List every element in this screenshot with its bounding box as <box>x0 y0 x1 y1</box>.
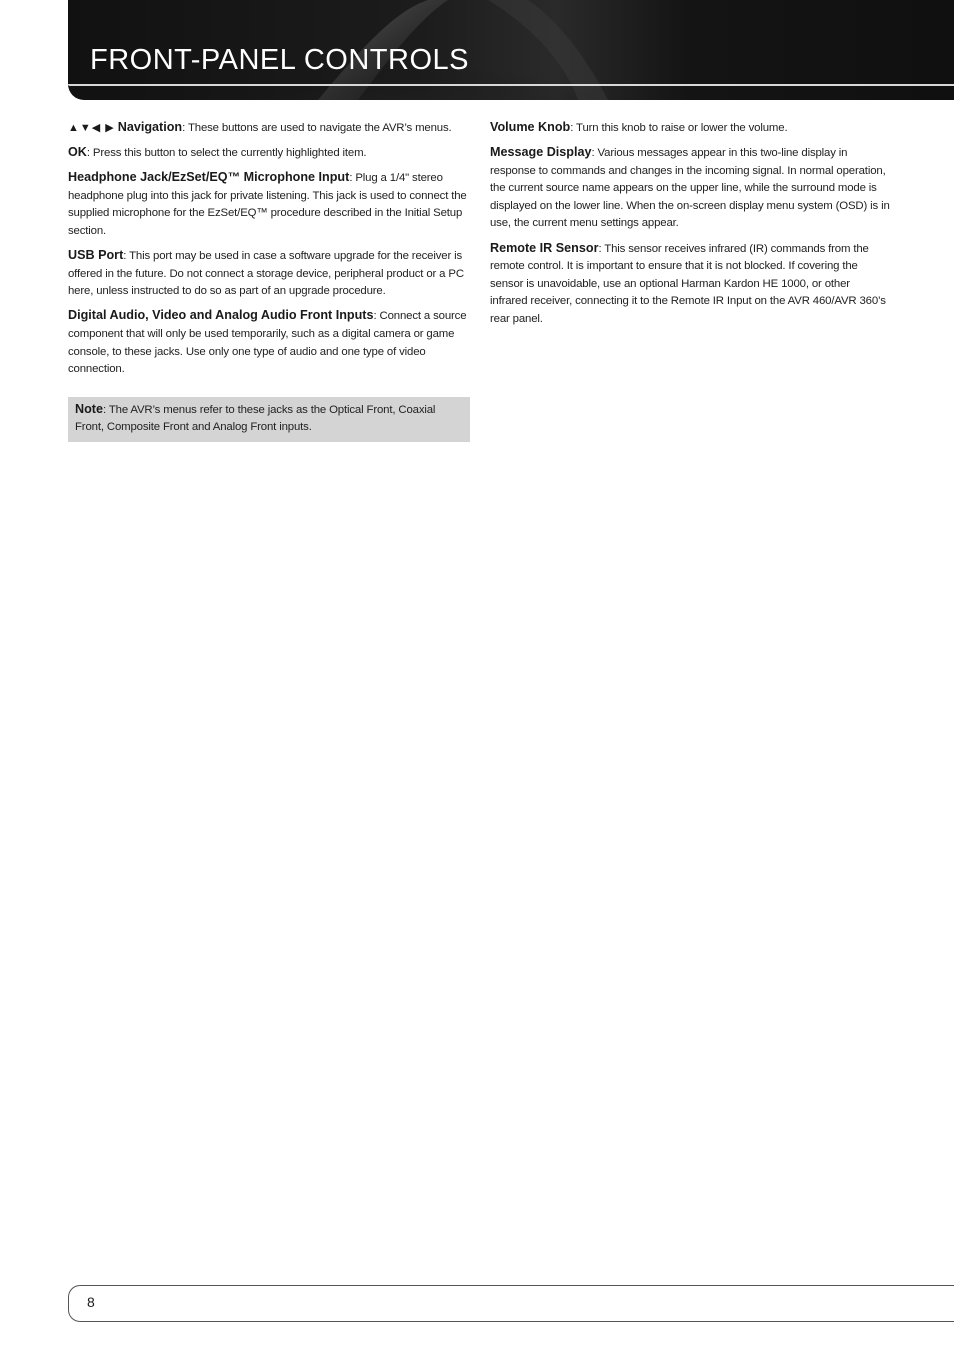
left-column <box>68 119 470 442</box>
headphone-term: Headphone Jack/EzSet/EQ™ Microphone Input <box>68 170 350 185</box>
remote-ir-paragraph <box>490 240 890 329</box>
front-inputs-paragraph <box>68 307 470 378</box>
footer-bar <box>68 1285 954 1322</box>
ok-term: OK <box>68 145 87 160</box>
navigation-paragraph <box>68 119 470 138</box>
usb-term: USB Port <box>68 248 124 263</box>
headphone-paragraph <box>68 169 470 240</box>
note-box <box>68 397 470 442</box>
headphone-text: : Plug a 1/4" stereo headphone plug into this jack for private listening. This jack is used to connect the supplied microphone for the EzSet/EQ™ procedure described in the Initial Setup section. <box>68 172 467 237</box>
remote-ir-text: : This sensor receives infrared (IR) commands from the remote control. It is important to ensure that it is not blocked. If covering the sensor is unavoidable, use an optional Harman Kardon HE 1000, or other infrared receiver, connecting it to the Remote IR Input on the AVR 460/AVR 360’s rear panel. <box>490 242 886 325</box>
header-banner <box>68 0 954 100</box>
usb-text: : This port may be used in case a software upgrade for the receiver is offered in the future. Do not connect a storage device, peripheral product or a PC here, unless instructed to do so as part of an upgrade procedure. <box>68 250 464 298</box>
note-text: : The AVR’s menus refer to these jacks as the Optical Front, Coaxial Front, Composite Front and Analog Front inputs. <box>75 403 436 434</box>
note-term: Note <box>75 401 103 416</box>
page-number: 8 <box>87 1294 95 1310</box>
message-display-paragraph <box>490 144 890 233</box>
note-paragraph <box>75 401 463 437</box>
right-column <box>490 119 890 335</box>
message-display-text: : Various messages appear in this two-line display in response to commands and changes in the incoming signal. In normal operation, the current source name appears on the upper line, while the surround mode is displayed on the lower line. When the on-screen display menu system (OSD) is in use, the current menu settings appear. <box>490 147 890 230</box>
volume-text: : Turn this knob to raise or lower the volume. <box>570 122 788 134</box>
front-inputs-text: : Connect a source component that will only be used temporarily, such as a digital camera or game console, to these jacks. Use only one type of audio and one type of video connection. <box>68 310 467 376</box>
ok-paragraph <box>68 144 470 163</box>
ok-text: : Press this button to select the currently highlighted item. <box>86 147 367 160</box>
front-inputs-term: Digital Audio, Video and Analog Audio Front Inputs <box>68 308 374 323</box>
navigation-arrows-icon: ▲▼◀ ▶ <box>68 122 115 134</box>
navigation-term: Navigation <box>117 120 183 134</box>
usb-paragraph <box>68 247 470 301</box>
navigation-text: : These buttons are used to navigate the AVR’s menus. <box>182 122 452 134</box>
page-title: FRONT-PANEL CONTROLS <box>90 44 469 76</box>
message-display-term: Message Display <box>490 145 592 160</box>
volume-paragraph <box>490 119 890 138</box>
volume-term: Volume Knob <box>490 120 571 134</box>
header-rule <box>68 84 954 86</box>
remote-ir-term: Remote IR Sensor <box>490 240 599 255</box>
